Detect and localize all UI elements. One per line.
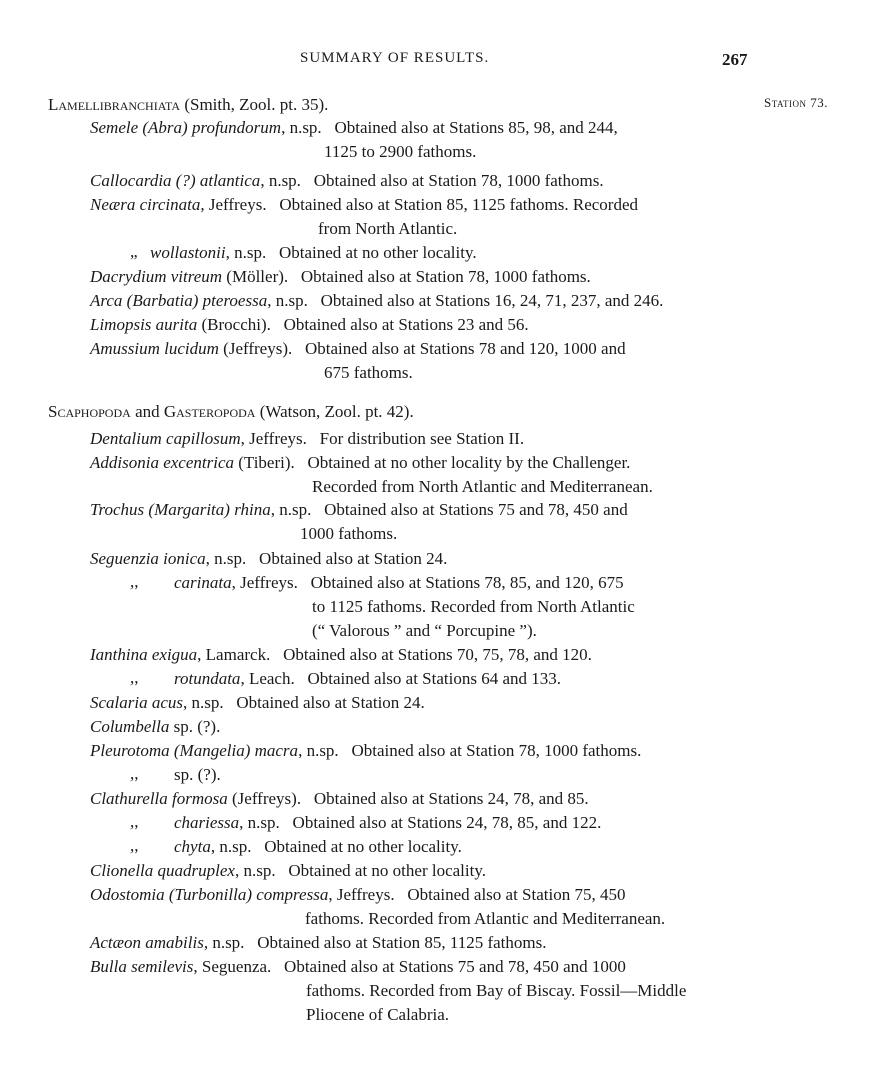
- section-name-2: Gasteropoda: [163, 402, 256, 421]
- species-entry: [90, 119, 618, 136]
- distribution-continuation: fathoms. Recorded from Atlantic and Mediterranean.: [305, 909, 666, 928]
- species-authority: , n.sp.: [239, 813, 280, 832]
- distribution-note: Obtained also at Stations 78 and 120, 1000 and: [305, 339, 626, 358]
- ditto-mark: ,,: [130, 668, 139, 687]
- species-entry: [90, 196, 638, 213]
- species-authority: (Jeffreys).: [227, 789, 302, 808]
- species-authority: , Leach.: [240, 669, 295, 688]
- species-entry: [90, 862, 486, 879]
- species-authority: , n.sp.: [203, 933, 245, 952]
- species-entry: [90, 292, 663, 309]
- station-label: Station 73.: [764, 95, 829, 110]
- species-name: Neæra circinata: [90, 195, 201, 214]
- species-authority: , n.sp.: [281, 118, 322, 137]
- species-name: Seguenzia ionica: [90, 549, 206, 568]
- ditto-mark: ,,: [130, 572, 139, 591]
- species-name: Semele (Abra) profundorum: [90, 118, 282, 137]
- species-entry: [90, 886, 625, 903]
- section-reference: (Watson, Zool. pt. 42).: [255, 402, 414, 421]
- species-entry: [174, 814, 601, 831]
- species-authority: sp. (?).: [169, 717, 221, 736]
- distribution-note: Obtained also at Stations 24, 78, and 85.: [313, 789, 589, 808]
- distribution-note: Obtained at no other locality.: [278, 243, 477, 262]
- species-entry: [90, 501, 628, 518]
- species-entry: [90, 646, 592, 663]
- species-authority: , Lamarck.: [197, 645, 271, 664]
- distribution-note: Obtained also at Station 85, 1125 fathoms. Recorded: [279, 195, 639, 214]
- species-name: Limopsis aurita: [90, 315, 198, 334]
- distribution-continuation: 675 fathoms.: [324, 363, 413, 382]
- species-authority: , n.sp.: [260, 171, 301, 190]
- distribution-note: Obtained also at Station 78, 1000 fathoms.: [351, 741, 642, 760]
- ditto-mark: ,,: [130, 836, 139, 855]
- species-authority: (Tiberi).: [234, 453, 295, 472]
- species-entry: [90, 742, 641, 759]
- distribution-note: Obtained also at Station 85, 1125 fathoms.: [257, 933, 547, 952]
- species-name: Trochus (Margarita) rhina: [90, 500, 271, 519]
- ditto-mark: „: [130, 242, 138, 261]
- distribution-continuation: 1000 fathoms.: [300, 524, 398, 543]
- species-entry: [90, 694, 425, 711]
- species-name: Actæon amabilis: [90, 933, 204, 952]
- species-authority: , n.sp.: [205, 549, 247, 568]
- distribution-note: Obtained also at Station 24.: [236, 693, 425, 712]
- species-entry: [90, 172, 604, 189]
- distribution-note: Obtained also at Stations 16, 24, 71, 237, and 246.: [320, 291, 664, 310]
- distribution-note: Obtained also at Stations 85, 98, and 244,: [334, 118, 618, 137]
- species-name: chyta: [174, 837, 211, 856]
- species-name: Pleurotoma (Mangelia) macra: [90, 741, 299, 760]
- distribution-note: For distribution see Station II.: [319, 429, 525, 448]
- species-name: Odostomia (Turbonilla) compressa: [90, 885, 329, 904]
- species-name: Arca (Barbatia) pteroessa: [90, 291, 268, 310]
- species-authority: sp. (?).: [174, 765, 221, 784]
- page-title: SUMMARY OF RESULTS.: [300, 50, 490, 66]
- species-authority: , n.sp.: [267, 291, 308, 310]
- species-name: Clathurella formosa: [90, 789, 228, 808]
- distribution-note: Obtained also at Stations 70, 75, 78, and 120.: [283, 645, 592, 664]
- distribution-note: Obtained also at Stations 23 and 56.: [283, 315, 529, 334]
- species-name: Amussium lucidum: [90, 339, 219, 358]
- section-name: Scaphopoda: [48, 402, 131, 421]
- species-name: chariessa: [174, 813, 240, 832]
- species-authority: , Jeffreys.: [328, 885, 395, 904]
- species-name: carinata: [174, 573, 232, 592]
- species-authority: , Jeffreys.: [240, 429, 307, 448]
- species-name: Dacrydium vitreum: [90, 267, 223, 286]
- distribution-note: Obtained at no other locality.: [264, 837, 462, 856]
- species-authority: , Jeffreys.: [200, 195, 267, 214]
- species-authority: , n.sp.: [298, 741, 339, 760]
- ditto-mark: ,,: [130, 812, 139, 831]
- species-entry: [90, 934, 546, 951]
- species-authority: (Möller).: [222, 267, 289, 286]
- species-authority: , n.sp.: [270, 500, 312, 519]
- species-authority: , n.sp.: [183, 693, 224, 712]
- species-authority: (Jeffreys).: [218, 339, 293, 358]
- species-entry: [150, 244, 477, 261]
- section-reference: (Smith, Zool. pt. 35).: [180, 95, 329, 114]
- species-name: Dentalium capillosum: [90, 429, 241, 448]
- distribution-continuation: fathoms. Recorded from Bay of Biscay. Fossil—Middle: [306, 981, 687, 1000]
- species-entry: [90, 718, 220, 735]
- species-entry: [174, 838, 462, 855]
- species-authority: , Seguenza.: [193, 957, 272, 976]
- distribution-note: Obtained also at Stations 75 and 78, 450 and: [324, 500, 628, 519]
- distribution-note: Obtained at no other locality by the Challenger.: [307, 453, 631, 472]
- species-entry: [90, 958, 626, 975]
- section-heading: [48, 95, 328, 115]
- distribution-note: Obtained also at Station 75, 450: [407, 885, 626, 904]
- distribution-note: Obtained also at Stations 64 and 133.: [307, 669, 562, 688]
- distribution-note: Obtained also at Station 78, 1000 fathoms.: [313, 171, 604, 190]
- distribution-continuation: Pliocene of Calabria.: [306, 1005, 450, 1024]
- distribution-continuation: to 1125 fathoms. Recorded from North Atlantic: [312, 597, 635, 616]
- page-number: 267: [722, 50, 748, 69]
- species-name: Ianthina exigua: [90, 645, 198, 664]
- distribution-note: Obtained also at Station 78, 1000 fathoms.: [300, 267, 591, 286]
- species-name: wollastonii: [150, 243, 226, 262]
- species-name: Addisonia excentrica: [90, 453, 234, 472]
- species-entry: [90, 316, 529, 333]
- distribution-note: Obtained at no other locality.: [288, 861, 486, 880]
- distribution-continuation: (“ Valorous ” and “ Porcupine ”).: [312, 621, 537, 640]
- species-authority: , n.sp.: [210, 837, 252, 856]
- distribution-note: Obtained also at Station 24.: [259, 549, 448, 568]
- species-authority: , n.sp.: [234, 861, 276, 880]
- species-entry: [90, 454, 630, 471]
- species-entry: [90, 550, 447, 567]
- species-name: Columbella: [90, 717, 170, 736]
- distribution-continuation: 1125 to 2900 fathoms.: [324, 142, 477, 161]
- species-entry: [174, 670, 561, 687]
- ditto-mark: ,,: [130, 764, 139, 783]
- species-entry: [90, 340, 626, 357]
- section-heading: [48, 402, 414, 422]
- species-authority: (Brocchi).: [197, 315, 271, 334]
- distribution-note: Obtained also at Stations 24, 78, 85, and 122.: [292, 813, 602, 832]
- species-entry: [90, 430, 524, 447]
- species-authority: , Jeffreys.: [231, 573, 298, 592]
- species-authority: , n.sp.: [225, 243, 267, 262]
- species-name: Scalaria acus: [90, 693, 184, 712]
- distribution-note: Obtained also at Stations 75 and 78, 450 and 1000: [284, 957, 626, 976]
- distribution-note: Obtained also at Stations 78, 85, and 120, 675: [310, 573, 624, 592]
- species-entry: [174, 766, 221, 783]
- species-entry: [174, 574, 624, 591]
- species-name: Bulla semilevis: [90, 957, 194, 976]
- distribution-continuation: from North Atlantic.: [318, 219, 458, 238]
- species-entry: [90, 790, 589, 807]
- species-name: Callocardia (?) atlantica: [90, 171, 261, 190]
- species-name: Clionella quadruplex: [90, 861, 235, 880]
- species-entry: [90, 268, 591, 285]
- section-name: Lamellibranchiata: [48, 95, 181, 114]
- section-conjunction: and: [130, 402, 164, 421]
- distribution-continuation: Recorded from North Atlantic and Mediterranean.: [312, 477, 653, 496]
- species-name: rotundata: [174, 669, 241, 688]
